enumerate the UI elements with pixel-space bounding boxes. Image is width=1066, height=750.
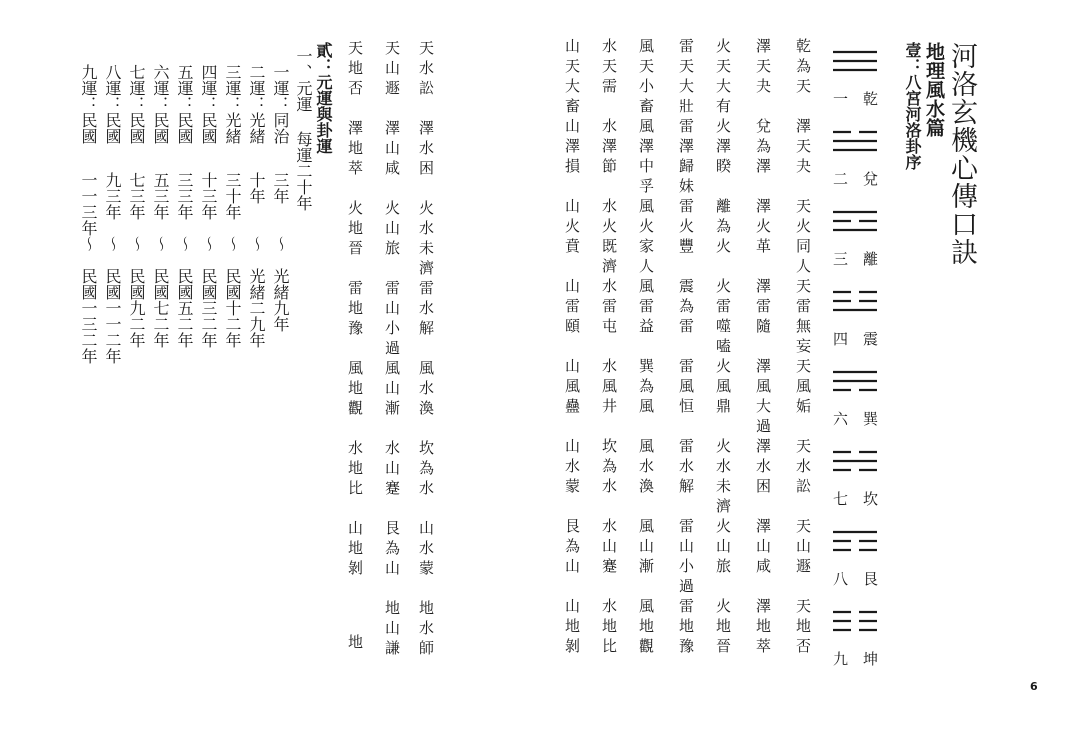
era-end: 民國十二年 xyxy=(223,268,242,348)
hexagram-cell: 山地剝 xyxy=(563,598,581,658)
era-separator: ～ xyxy=(271,236,290,252)
palace-number: 七 xyxy=(833,490,849,508)
hexagram-cell: 兌為澤 xyxy=(754,118,772,178)
trigram-name: 乾 xyxy=(863,90,879,108)
palace-number: 二 xyxy=(833,170,849,188)
intro-line: 一、元運 每運二十年 xyxy=(294,48,313,211)
hexagram-cell: 澤山咸 xyxy=(754,518,772,578)
hexagram-cell: 火風鼎 xyxy=(714,358,732,418)
hexagram-cell: 天風姤 xyxy=(794,358,812,418)
hexagram-cell: 澤水困 xyxy=(754,438,772,498)
era-label: 九運：民國 xyxy=(79,64,98,144)
hexagram-cell: 天地否 xyxy=(794,598,812,658)
hexagram-cell: 乾為天 xyxy=(794,38,812,98)
hexagram-cell: 風水渙 xyxy=(417,360,435,420)
hexagram-cell: 雷火豐 xyxy=(677,198,695,258)
hexagram-cell: 艮為山 xyxy=(383,520,401,580)
hexagram-cell: 雷澤歸妹 xyxy=(677,118,695,198)
hexagram-cell: 雷風恒 xyxy=(677,358,695,418)
hexagram-cell: 水地比 xyxy=(600,598,618,658)
hexagram-cell: 火地晉 xyxy=(346,200,364,260)
hexagram-cell: 山水蒙 xyxy=(563,438,581,498)
hexagram-cell: 雷水解 xyxy=(417,280,435,340)
hexagram-cell: 澤天夬 xyxy=(754,38,772,98)
hexagram-cell: 地山謙 xyxy=(383,600,401,660)
palace-number: 六 xyxy=(833,410,849,428)
palace-number: 八 xyxy=(833,570,849,588)
era-label: 六運：民國 xyxy=(151,64,170,144)
hexagram-cell: 水山蹇 xyxy=(600,518,618,578)
trigram-name: 艮 xyxy=(863,570,879,588)
hexagram-cell: 火天大有 xyxy=(714,38,732,118)
hexagram-cell: 水風井 xyxy=(600,358,618,418)
hexagram-cell: 天山遯 xyxy=(794,518,812,578)
palace-number: 九 xyxy=(833,650,849,668)
hexagram-cell: 天地否 xyxy=(346,40,364,100)
era-end: 民國三二年 xyxy=(199,268,218,348)
era-label: 三運：光緒 xyxy=(223,64,242,144)
page-number: 6 xyxy=(1030,680,1038,693)
era-start: 十年 xyxy=(247,172,266,204)
era-start: 三年 xyxy=(271,172,290,204)
hexagram-cell: 火水未濟 xyxy=(714,438,732,518)
hexagram-cell: 風地觀 xyxy=(637,598,655,658)
trigram-name: 離 xyxy=(863,250,879,268)
era-label: 二運：光緒 xyxy=(247,64,266,144)
era-start: 七三年 xyxy=(127,172,146,220)
hexagram-cell: 天山遯 xyxy=(383,40,401,100)
era-end: 光緒二九年 xyxy=(247,268,266,348)
hexagram-cell: 火雷噬嗑 xyxy=(714,278,732,358)
book-title: 河洛玄機心傳口訣 xyxy=(946,42,977,266)
hexagram-cell: 澤地萃 xyxy=(754,598,772,658)
trigram-離-icon xyxy=(833,208,877,238)
hexagram-cell: 坎為水 xyxy=(417,440,435,500)
hexagram-cell: 山澤損 xyxy=(563,118,581,178)
trigram-name: 兌 xyxy=(863,170,879,188)
era-separator: ～ xyxy=(199,236,218,252)
era-separator: ～ xyxy=(79,236,98,252)
hexagram-cell: 風雷益 xyxy=(637,278,655,338)
hexagram-cell: 雷地豫 xyxy=(677,598,695,658)
hexagram-cell: 水天需 xyxy=(600,38,618,98)
trigram-name: 坤 xyxy=(863,650,879,668)
section-heading: 地理風水篇 xyxy=(923,42,945,137)
era-start: 五三年 xyxy=(151,172,170,220)
trigram-乾-icon xyxy=(833,48,877,78)
hexagram-cell: 天雷無妄 xyxy=(794,278,812,358)
era-label: 五運：民國 xyxy=(175,64,194,144)
hexagram-cell: 雷水解 xyxy=(677,438,695,498)
hexagram-cell: 山水蒙 xyxy=(417,520,435,580)
era-start: 十三年 xyxy=(199,172,218,220)
trigram-艮-icon xyxy=(833,528,877,558)
hexagram-cell: 水地比 xyxy=(346,440,364,500)
era-separator: ～ xyxy=(151,236,170,252)
hexagram-cell: 風天小畜 xyxy=(637,38,655,118)
hexagram-cell: 火山旅 xyxy=(383,200,401,260)
hexagram-cell: 澤水困 xyxy=(417,120,435,180)
hexagram-cell: 風山漸 xyxy=(383,360,401,420)
hexagram-cell: 澤天夬 xyxy=(794,118,812,178)
hexagram-cell: 風山漸 xyxy=(637,518,655,578)
trigram-巽-icon xyxy=(833,368,877,398)
palace-number: 一 xyxy=(833,90,849,108)
hexagram-cell: 天水訟 xyxy=(794,438,812,498)
subsection-heading: 壹：八宮河洛卦序 xyxy=(903,42,922,170)
hexagram-cell: 風地觀 xyxy=(346,360,364,420)
trigram-name: 震 xyxy=(863,330,879,348)
hexagram-cell: 風澤中孚 xyxy=(637,118,655,198)
trigram-坤-icon xyxy=(833,608,877,638)
hexagram-cell: 火澤睽 xyxy=(714,118,732,178)
hexagram-cell: 澤風大過 xyxy=(754,358,772,438)
era-label: 八運：民國 xyxy=(103,64,122,144)
era-label: 四運：民國 xyxy=(199,64,218,144)
hexagram-cell: 天水訟 xyxy=(417,40,435,100)
era-label: 一運：同治 xyxy=(271,64,290,144)
era-end: 民國九二年 xyxy=(127,268,146,348)
trigram-name: 巽 xyxy=(863,410,879,428)
hexagram-cell: 澤地萃 xyxy=(346,120,364,180)
era-separator: ～ xyxy=(103,236,122,252)
right-page xyxy=(533,0,1066,750)
hexagram-cell: 山風蠱 xyxy=(563,358,581,418)
hexagram-cell: 艮為山 xyxy=(563,518,581,578)
hexagram-cell: 山火賁 xyxy=(563,198,581,258)
era-label: 七運：民國 xyxy=(127,64,146,144)
trigram-name: 坎 xyxy=(863,490,879,508)
era-end: 民國七二年 xyxy=(151,268,170,348)
hexagram-cell: 火水未濟 xyxy=(417,200,435,280)
hexagram-cell: 山雷頤 xyxy=(563,278,581,338)
hexagram-cell: 地水師 xyxy=(417,600,435,660)
trigram-震-icon xyxy=(833,288,877,318)
hexagram-cell: 坎為水 xyxy=(600,438,618,498)
era-start: 九三年 xyxy=(103,172,122,220)
era-end: 民國五二年 xyxy=(175,268,194,348)
era-separator: ～ xyxy=(247,236,266,252)
era-separator: ～ xyxy=(175,236,194,252)
hexagram-cell: 澤火革 xyxy=(754,198,772,258)
hexagram-cell: 水火既濟 xyxy=(600,198,618,278)
hexagram-cell: 山天大畜 xyxy=(563,38,581,118)
hexagram-cell: 雷山小過 xyxy=(383,280,401,360)
era-end: 民國一三二年 xyxy=(79,268,98,364)
hexagram-cell: 離為火 xyxy=(714,198,732,258)
trigram-坎-icon xyxy=(833,448,877,478)
era-separator: ～ xyxy=(223,236,242,252)
hexagram-cell: 天火同人 xyxy=(794,198,812,278)
hexagram-cell: 風水渙 xyxy=(637,438,655,498)
hexagram-cell: 雷天大壯 xyxy=(677,38,695,118)
hexagram-cell: 澤山咸 xyxy=(383,120,401,180)
era-end: 民國一一二年 xyxy=(103,268,122,364)
hexagram-cell: 山地剝 xyxy=(346,520,364,580)
era-start: 一一三年 xyxy=(79,172,98,236)
era-separator: ～ xyxy=(127,236,146,252)
hexagram-cell: 澤雷隨 xyxy=(754,278,772,338)
era-end: 光緒九年 xyxy=(271,268,290,332)
trigram-兌-icon xyxy=(833,128,877,158)
era-start: 三三年 xyxy=(175,172,194,220)
hexagram-cell: 巽為風 xyxy=(637,358,655,418)
hexagram-cell: 風火家人 xyxy=(637,198,655,278)
hexagram-cell: 水澤節 xyxy=(600,118,618,178)
hexagram-cell: 水雷屯 xyxy=(600,278,618,338)
hexagram-cell: 地 xyxy=(346,634,364,654)
palace-number: 四 xyxy=(833,330,849,348)
hexagram-cell: 雷山小過 xyxy=(677,518,695,598)
palace-number: 三 xyxy=(833,250,849,268)
hexagram-cell: 水山蹇 xyxy=(383,440,401,500)
hexagram-cell: 雷地豫 xyxy=(346,280,364,340)
hexagram-cell: 火地晉 xyxy=(714,598,732,658)
section-heading-yuan-yun: 貳：元運與卦運 xyxy=(314,42,333,154)
hexagram-cell: 震為雷 xyxy=(677,278,695,338)
era-start: 三十年 xyxy=(223,172,242,220)
hexagram-cell: 火山旅 xyxy=(714,518,732,578)
